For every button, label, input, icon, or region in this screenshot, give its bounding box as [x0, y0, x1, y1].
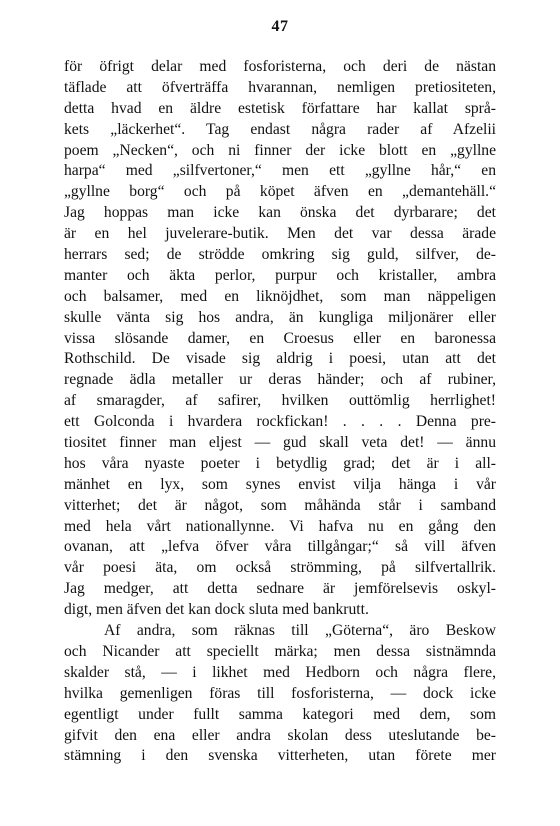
page-number: 47: [271, 18, 289, 35]
text-line: Jag hoppas man icke kan önska det dyrbarare; det: [64, 204, 496, 222]
text-line: herrars sed; de strödde omkring sig guld, silfver, de-: [64, 246, 496, 264]
paragraph-start-line: Af andra, som räknas till „Göterna“, äro Beskow: [104, 622, 496, 640]
text-line: gifvit den ena eller andra skolan dess uteslutande be-: [64, 726, 496, 744]
text-line: vissa slösande damer, en Croesus eller en baronessa: [64, 329, 496, 347]
text-line: och Nicander att speciellt märka; men dessa sistnämnda: [64, 642, 496, 660]
text-line: stämning i den svenska vitterheten, utan förete mer: [64, 747, 496, 765]
text-line: Jag medger, att detta sednare är jemförelsevis oskyl-: [64, 580, 496, 598]
text-line: ovanan, att „lefva öfver våra tillgångar;“ så vill äfven: [64, 538, 496, 556]
text-line: skulle vänta sig hos andra, än kungliga miljonärer eller: [64, 308, 496, 326]
text-line: regnade ädla metaller ur deras händer; och af rubiner,: [64, 371, 496, 389]
text-line: af smaragder, af safirer, hvilken outtömlig herrlighet!: [64, 392, 496, 410]
text-line: kets „läckerhet“. Tag endast några rader af Afzelii: [64, 120, 496, 138]
text-line: är en hel juvelerare-butik. Men det var dessa ärade: [64, 225, 496, 243]
text-line: egentligt under fullt samma kategori med dem, som: [64, 705, 496, 723]
text-line: hvilka gemenligen föras till fosforisterna, — dock icke: [64, 684, 496, 702]
text-line: manter och äkta perlor, purpur och kristaller, ambra: [64, 266, 496, 284]
text-line: ett Golconda i hvardera rockfickan! . . . . Denna pre-: [64, 413, 496, 431]
text-line: skalder stå, — i likhet med Hedborn och några flere,: [64, 663, 496, 681]
text-line: vår poesi äta, om också strömming, på silfvertallrik.: [64, 559, 496, 577]
paragraph-end-line: digt, men äfven det kan dock sluta med bankrutt.: [64, 601, 369, 619]
body-text: [64, 57, 496, 767]
text-line: och balsamer, med en liknöjdhet, som man näppeligen: [64, 287, 496, 305]
text-line: vitterhet; det är något, som måhända står i samband: [64, 496, 496, 514]
text-line: mänhet en lyx, som synes envist vilja hänga i vår: [64, 475, 496, 493]
text-line: „gyllne borg“ och på köpet äfven en „demantehäll.“: [64, 183, 496, 201]
text-line: detta hvad en äldre estetisk författare har kallat språ-: [64, 99, 496, 117]
text-line: med hela vårt nationallynne. Vi hafva nu en gång den: [64, 517, 496, 535]
text-line: tiositet finner man eljest — gud skall veta det! — ännu: [64, 434, 496, 452]
text-line: poem „Necken“, och ni finner der icke blott en „gyllne: [64, 141, 496, 159]
text-line: Rothschild. De visade sig aldrig i poesi, utan att det: [64, 350, 496, 368]
text-line: täflade att öfverträffa hvarannan, nemligen pretiositeten,: [64, 78, 496, 96]
text-line: hos våra nyaste poeter i betydlig grad; det är i all-: [64, 454, 496, 472]
text-line: för öfrigt delar med fosforisterna, och deri de nästan: [64, 58, 496, 75]
text-line: harpa“ med „silfvertoner,“ men ett „gyllne hår,“ en: [64, 162, 496, 180]
